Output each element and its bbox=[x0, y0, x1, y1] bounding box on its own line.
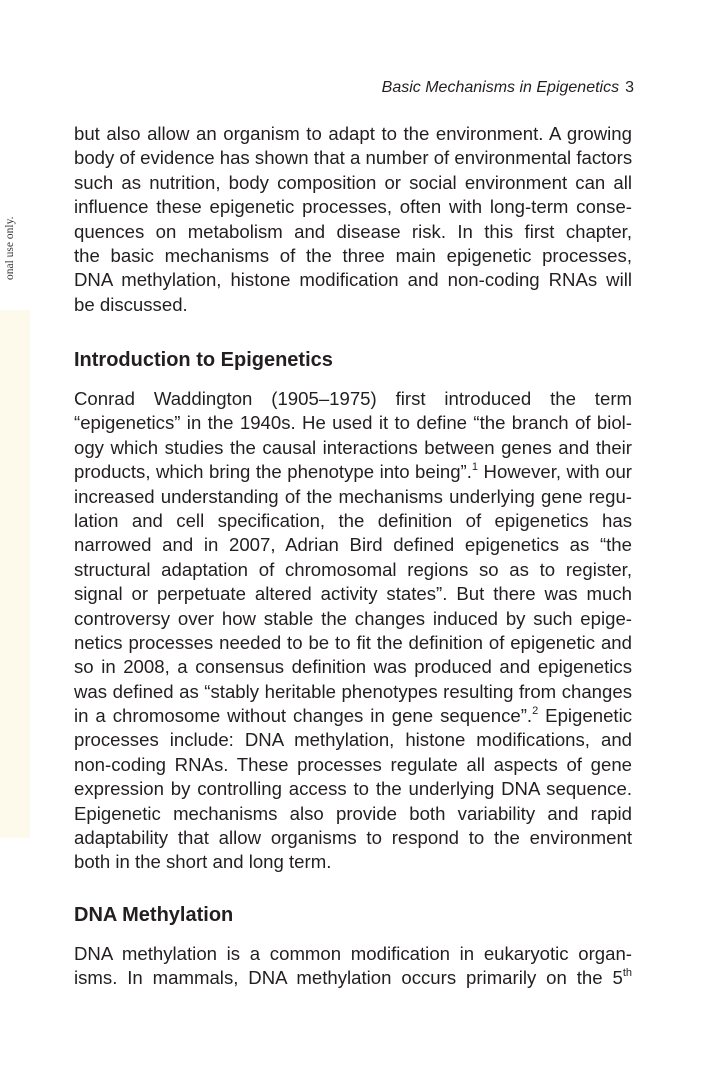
margin-strip bbox=[0, 0, 30, 1065]
text-line: structural adaptation of chromosomal regions so as to register, bbox=[74, 558, 632, 580]
paragraph-introduction bbox=[74, 387, 632, 875]
text-line: adaptability that allow organisms to respond to the environment bbox=[74, 827, 632, 849]
margin-note: onal use only. bbox=[4, 216, 16, 280]
text-line: Conrad Waddington (1905–1975) first introduced the term bbox=[74, 388, 632, 409]
text-line: influence these epigenetic processes, often with long-term conse- bbox=[74, 196, 632, 218]
text-line: but also allow an organism to adapt to the environment. A growing bbox=[74, 123, 632, 144]
line-text: Epigenetic bbox=[538, 705, 632, 727]
text-line: narrowed and in 2007, Adrian Bird defined epigenetics as “the bbox=[74, 534, 632, 556]
text-line: processes include: DNA methylation, histone modifications, and bbox=[74, 729, 632, 751]
text-line-with-footnote bbox=[74, 704, 632, 728]
page-number: 3 bbox=[625, 79, 634, 96]
section-heading-dna-methylation: DNA Methylation bbox=[74, 904, 234, 926]
text-line: DNA methylation is a common modification in eukaryotic organ- bbox=[74, 943, 632, 964]
text-line: both in the short and long term. bbox=[74, 851, 332, 873]
text-line: signal or perpetuate altered activity states”. But there was much bbox=[74, 583, 632, 605]
line-text: However, with our bbox=[478, 461, 633, 483]
line-text: products, which bring the phenotype into being”. bbox=[74, 461, 472, 483]
text-line: was defined as “stably heritable phenotypes resulting from changes bbox=[74, 680, 632, 702]
line-text: isms. In mammals, DNA methylation occurs primarily on the 5 bbox=[74, 967, 623, 989]
text-line-with-footnote bbox=[74, 460, 632, 484]
paragraph-dna-methylation bbox=[74, 942, 632, 991]
text-line: lation and cell specification, the definition of epigenetics has bbox=[74, 509, 632, 531]
text-line: so in 2008, a consensus definition was produced and epigenetics bbox=[74, 656, 632, 678]
text-line: be discussed. bbox=[74, 293, 188, 315]
text-line: such as nutrition, body composition or social environment can all bbox=[74, 171, 632, 193]
text-line: expression by controlling access to the underlying DNA sequence. bbox=[74, 778, 632, 800]
footnote-ref-1: 1 bbox=[471, 460, 479, 473]
text-line: the basic mechanisms of the three main epigenetic processes, bbox=[74, 244, 632, 266]
text-line: controversy over how stable the changes induced by such epige- bbox=[74, 607, 632, 629]
text-line: DNA methylation, histone modification and non-coding RNAs will bbox=[74, 269, 632, 291]
text-line: increased understanding of the mechanisms underlying gene regu- bbox=[74, 485, 632, 507]
paragraph-intro bbox=[74, 122, 632, 317]
text-line-with-superscript bbox=[74, 966, 632, 990]
text-line: body of evidence has shown that a number of environmental factors bbox=[74, 147, 633, 169]
superscript-ordinal: th bbox=[622, 967, 632, 980]
margin-strip-shaded bbox=[0, 310, 30, 838]
text-line: quences on metabolism and disease risk. In this first chapter, bbox=[74, 220, 632, 242]
line-text: in a chromosome without changes in gene sequence”. bbox=[74, 705, 533, 727]
text-line: Epigenetic mechanisms also provide both variability and rapid bbox=[74, 802, 632, 824]
text-line: “epigenetics” in the 1940s. He used it to define “the branch of biol- bbox=[74, 412, 632, 434]
text-line: non-coding RNAs. These processes regulate all aspects of gene bbox=[74, 753, 632, 775]
text-line: ogy which studies the causal interactions between genes and their bbox=[74, 436, 632, 458]
running-head-title: Basic Mechanisms in Epigenetics bbox=[381, 79, 620, 96]
footnote-ref-2: 2 bbox=[532, 704, 539, 717]
section-heading-introduction: Introduction to Epigenetics bbox=[74, 349, 333, 371]
text-line: netics processes needed to be to fit the definition of epigenetic and bbox=[74, 631, 632, 653]
running-head bbox=[382, 79, 634, 97]
